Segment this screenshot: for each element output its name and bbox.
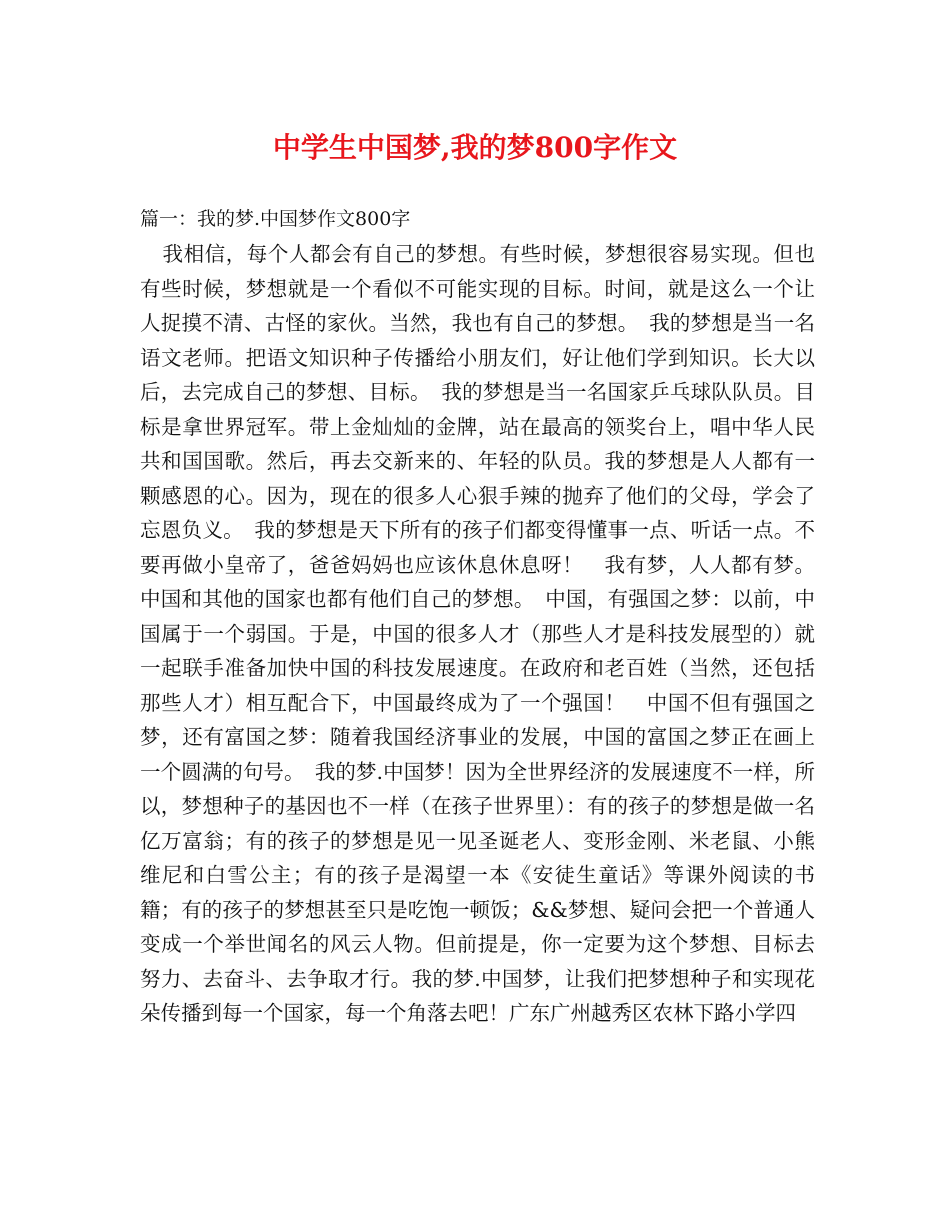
document-title: 中学生中国梦,我的梦800字作文 bbox=[272, 131, 678, 164]
body-paragraph: 我相信，每个人都会有自己的梦想。有些时候，梦想很容易实现。但也有些时候，梦想就是一个看似不可能实现的目标。时间，就是这么一个让人捉摸不清、古怪的家伙。当然，我也有自己的梦想。 我的梦想是当一名语文老师。把语文知识种子传播给小朋友们，好让他们学到知识。长大以后，去完成自己的梦想、目标。 我的梦想是当一名国家乒乓球队队员。目标是拿世界冠军。带上金灿灿的金牌，站在最高的领奖台上，唱中华人民共和国国歌。然后，再去交新来的、年轻的队员。我的梦想是人人都有一颗感恩的心。因为，现在的很多人心狠手辣的抛弃了他们的父母，学会了忘恩负义。 我的梦想是天下所有的孩子们都变得懂事一点、听话一点。不要再做小皇帝了，爸爸妈妈也应该休息休息呀！ 我有梦，人人都有梦。中国和其他的国家也都有他们自己的梦想。 中国，有强国之梦：以前，中国属于一个弱国。于是，中国的很多人才（那些人才是科技发展型的）就一起联手准备加快中国的科技发展速度。在政府和老百姓（当然，还包括那些人才）相互配合下，中国最终成为了一个强国！ 中国不但有强国之梦，还有富国之梦：随着我国经济事业的发展，中国的富国之梦正在画上一个圆满的句号。 我的梦.中国梦！因为全世界经济的发展速度不一样，所以，梦想种子的基因也不一样（在孩子世界里）：有的孩子的梦想是做一名亿万富翁；有的孩子的梦想是见一见圣诞老人、变形金刚、米老鼠、小熊维尼和白雪公主；有的孩子是渴望一本《安徒生童话》等课外阅读的书籍；有的孩子的梦想甚至只是吃饱一顿饭；&&梦想、疑问会把一个普通人变成一个举世闻名的风云人物。但前提是，你一定要为这个梦想、目标去努力、去奋斗、去争取才行。我的梦.中国梦，让我们把梦想种子和实现花朵传播到每一个国家，每一个角落去吧！广东广州越秀区农林下路小学四 bbox=[140, 242, 815, 1025]
section-heading: 篇一：我的梦.中国梦作文800字 bbox=[140, 208, 411, 230]
